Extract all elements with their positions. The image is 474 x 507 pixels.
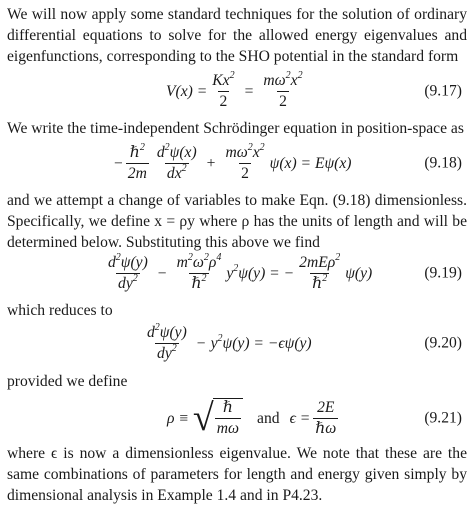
eq919-frac3: $\frac{2mE\rho^2}{\hbar^2}$ xyxy=(299,251,341,292)
equation-9-21: ρ ≡ √ $\frac{\text{ℏ}}{m\omega}$ and ϵ = $\frac{2E}{\text{ℏω}}$ (9.21) xyxy=(167,397,462,439)
eq917-frac2: $\frac{m\omega^2x^2}{2}$ xyxy=(263,69,303,110)
eq917-number: (9.17) xyxy=(424,82,462,100)
eq918-frac1: $\frac{\hbar^2}{2m}$ xyxy=(127,141,147,182)
eq918-frac3: $\frac{m\omega^2x^2}{2}$ xyxy=(225,141,265,182)
eq921-frac: $\frac{2E}{\text{ℏω}}$ xyxy=(315,398,337,437)
eq921-number: (9.21) xyxy=(424,409,462,427)
paragraph-2: We write the time-independent Schrödinger equation in position-space as xyxy=(7,120,464,137)
equation-9-20: $\frac{d^2\psi(y)}{dy^2}$ − $y^2\psi(y) = -\epsilon\psi(y)$ (9.20) xyxy=(147,321,462,362)
eq919-frac1: $\frac{d^2\psi(y)}{dy^2}$ xyxy=(108,251,148,292)
paragraph-5: provided we define xyxy=(7,373,128,390)
equation-9-18: − $\frac{\hbar^2}{2m}$ $\frac{d^2\psi(x)}{dx^2}$ + $\frac{m\omega^2x^2}{2}$ ψ(x) = Eψ(x) (9.18) xyxy=(114,141,462,182)
eq917-frac1: $\frac{Kx^2}{2}$ xyxy=(212,69,235,110)
eq918-number: (9.18) xyxy=(424,154,462,172)
eq920-number: (9.20) xyxy=(424,334,462,352)
paragraph-6: where ϵ is now a dimensionless eigenvalue. We note that these are the same combinations of parameters for length and energy given simply by dimensional analysis in Example 1.4 and in P4.23. xyxy=(7,445,467,504)
eq921-sqrt: √ $\frac{\text{ℏ}}{m\omega}$ xyxy=(193,398,243,438)
intro-paragraph: We will now apply some standard techniques for the solution of ordinary differential equations to solve for the allowed energy eigenvalues and eigenfunctions, corresponding to the SHO potential in the standard form xyxy=(7,6,467,65)
eq919-frac2: $\frac{m^2\omega^2\rho^4}{\hbar^2}$ xyxy=(176,251,222,292)
eq919-number: (9.19) xyxy=(424,264,462,282)
equation-9-17: V(x) = $\frac{Kx^2}{2}$ = $\frac{m\omega^2x^2}{2}$ (9.17) xyxy=(166,69,462,110)
eq920-frac1: $\frac{d^2\psi(y)}{dy^2}$ xyxy=(147,321,187,362)
eq918-frac2: $\frac{d^2\psi(x)}{dx^2}$ xyxy=(156,141,197,182)
paragraph-3: and we attempt a change of variables to make Eqn. (9.18) dimensionless. Specifically, we define x = ρy where ρ has the units of length and will be determined below. Substituting this above we find xyxy=(7,192,467,251)
eq917-lhs: V(x) = xyxy=(166,82,208,100)
paragraph-4: which reduces to xyxy=(7,302,113,319)
equation-9-19: $\frac{d^2\psi(y)}{dy^2}$ − $\frac{m^2\omega^2\rho^4}{\hbar^2}$ $y^2\psi(y)$ = − $\frac{2mE\rho^2}{\hbar^2}$ ψ(y) (9.19) xyxy=(108,251,462,292)
